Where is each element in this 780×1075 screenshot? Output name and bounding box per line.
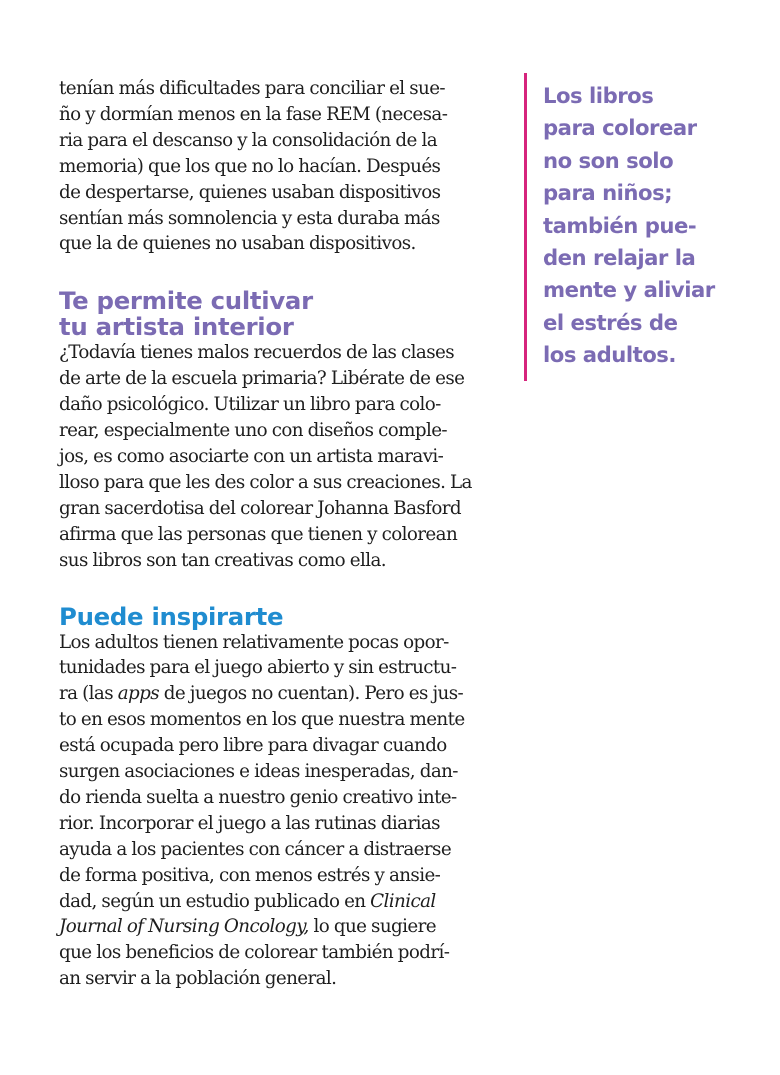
- intro-line: de despertarse, quienes usaban dispositivos: [59, 181, 441, 203]
- body-line: to en esos momentos en los que nuestra mente: [59, 709, 465, 731]
- body-line: [59, 889, 509, 915]
- body-line: rior. Incorporar el juego a las rutinas diarias: [59, 812, 440, 834]
- pullquote-rule: [524, 73, 527, 381]
- intro-line: memoria) que los que no lo hacían. Después: [59, 155, 441, 177]
- body-line: de arte de la escuela primaria? Libérate de ese: [59, 368, 465, 390]
- body-line: tunidades para el juego abierto y sin estructu-: [59, 657, 457, 679]
- section-heading-inspirarte: [59, 601, 509, 631]
- body-line: ¿Todavía tienes malos recuerdos de las clases: [59, 342, 455, 364]
- pullquote-line: no son solo: [543, 147, 674, 173]
- heading-line: Te permite cultivar: [59, 286, 313, 316]
- body-line: gran sacerdotisa del colorear Johanna Basford: [59, 497, 461, 519]
- pullquote-line: para colorear: [543, 115, 697, 141]
- body-line: jos, es como asociarte con un artista maravi-: [59, 445, 444, 467]
- body-line: ayuda a los pacientes con cáncer a distraerse: [59, 838, 452, 860]
- section-2-paragraph: [59, 630, 509, 993]
- pullquote-line: los adultos.: [543, 342, 676, 368]
- italic-text: Clinical: [370, 890, 436, 912]
- body-line: que los beneficios de colorear también podrí-: [59, 942, 450, 964]
- heading-line: Puede inspirarte: [59, 601, 284, 631]
- article-column: [59, 76, 509, 992]
- heading-line: tu artista interior: [59, 312, 294, 342]
- italic-text: apps: [117, 683, 160, 705]
- body-line: an servir a la población general.: [59, 968, 337, 990]
- pullquote: [543, 80, 715, 372]
- pullquote-line: mente y aliviar: [543, 277, 715, 303]
- body-line: Los adultos tienen relativamente pocas opor-: [59, 631, 449, 653]
- section-1-paragraph: [59, 340, 509, 573]
- intro-line: que la de quienes no usaban dispositivos.: [59, 233, 416, 255]
- body-line: lloso para que les des color a sus creaciones. La: [59, 471, 472, 493]
- intro-line: ria para el descanso y la consolidación de la: [59, 129, 437, 151]
- text-run: lo que sugiere: [308, 916, 436, 938]
- body-line: do rienda suelta a nuestro genio creativo inte-: [59, 786, 457, 808]
- italic-text: Journal of Nursing Oncology,: [59, 916, 309, 938]
- pullquote-line: Los libros: [543, 83, 654, 108]
- pullquote-line: den relajar la: [543, 245, 696, 271]
- pullquote-line: también pue-: [543, 212, 697, 238]
- pullquote-line: para niños;: [543, 180, 673, 206]
- text-run: de juegos no cuentan). Pero es jus-: [159, 683, 464, 705]
- intro-line: ño y dormían menos en la fase REM (necesa-: [59, 103, 448, 125]
- intro-line: tenían más dificultades para conciliar el sue-: [59, 78, 446, 99]
- text-run: ra (las: [59, 683, 118, 705]
- intro-paragraph: [59, 76, 509, 257]
- body-line: rear, especialmente uno con diseños comple-: [59, 420, 448, 442]
- body-line: afirma que las personas que tienen y colorean: [59, 523, 458, 545]
- body-line: [59, 914, 509, 940]
- body-line: [59, 681, 509, 707]
- body-line: sus libros son tan creativas como ella.: [59, 549, 387, 571]
- body-line: de forma positiva, con menos estrés y ansie-: [59, 864, 441, 886]
- text-run: dad, según un estudio publicado en: [59, 890, 371, 912]
- body-line: surgen asociaciones e ideas inesperadas, dan-: [59, 761, 458, 783]
- body-line: está ocupada pero libre para divagar cuando: [59, 735, 447, 757]
- body-line: daño psicológico. Utilizar un libro para colo-: [59, 394, 441, 416]
- pullquote-line: el estrés de: [543, 309, 678, 335]
- intro-line: sentían más somnolencia y esta duraba más: [59, 207, 440, 229]
- section-heading-artista: [59, 288, 509, 340]
